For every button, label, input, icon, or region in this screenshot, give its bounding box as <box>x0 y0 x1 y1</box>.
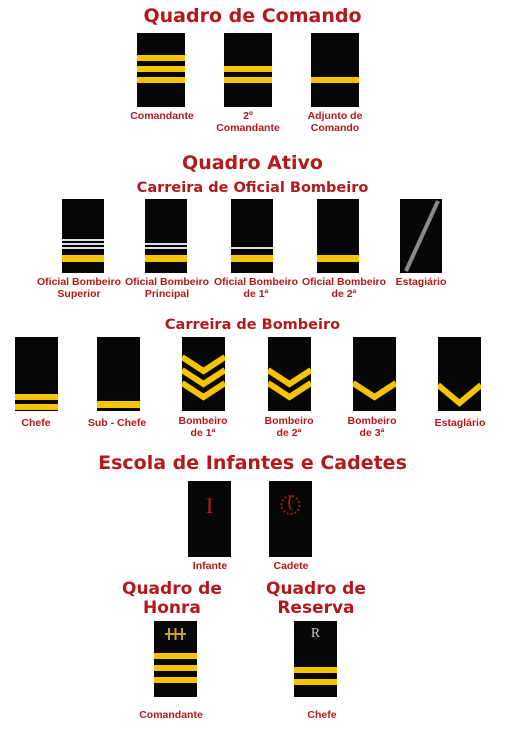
epaulette-estagiario-bombeiro <box>438 337 481 411</box>
honor-emblem-icon <box>154 625 197 645</box>
command-section-title: Quadro de Comando <box>143 5 362 27</box>
epaulette-infante <box>188 481 231 557</box>
epaulette-estagiario-oficial <box>400 199 442 273</box>
epaulette-2-comandante <box>224 33 272 107</box>
reserve-section-title: Quadro de Reserva <box>266 579 366 618</box>
epaulette-oficial-principal <box>145 199 187 273</box>
epaulette-bombeiro-3a <box>353 337 396 411</box>
reserve-symbol: R <box>310 626 321 641</box>
caption-oficial-2a: Oficial Bombeiro de 2ª <box>301 276 387 300</box>
officer-career-title: Carreira de Oficial Bombeiro <box>136 180 369 196</box>
epaulette-adjunto-comando <box>311 33 359 107</box>
caption-chefe: Chefe <box>21 417 51 429</box>
caption-cadete: Cadete <box>273 560 309 572</box>
epaulette-oficial-2a <box>317 199 359 273</box>
epaulette-sub-chefe <box>97 337 140 411</box>
caption-estagiario-bombeiro: Estaglário <box>434 417 486 429</box>
epaulette-cadete <box>269 481 312 557</box>
epaulette-bombeiro-2a <box>268 337 311 411</box>
caption-bombeiro-3a: Bombeiro de 3ª <box>347 415 397 439</box>
school-section-title: Escola de Infantes e Cadetes <box>98 452 407 474</box>
caption-oficial-superior: Oficial Bombeiro Superior <box>36 276 122 300</box>
firefighter-career-title: Carreira de Bombeiro <box>164 317 341 333</box>
caption-estagiario-oficial: Estagiário <box>395 276 447 288</box>
epaulette-honra-comandante <box>154 621 197 697</box>
caption-2-comandante: 2º Comandante <box>216 110 280 134</box>
active-section-title: Quadro Ativo <box>182 152 323 174</box>
epaulette-bombeiro-1a <box>182 337 225 411</box>
infante-symbol: I <box>205 493 214 518</box>
caption-reserva-chefe: Chefe <box>307 709 337 721</box>
caption-oficial-1a: Oficial Bombeiro de 1ª <box>213 276 299 300</box>
epaulette-oficial-1a <box>231 199 273 273</box>
epaulette-comandante <box>137 33 185 107</box>
caption-bombeiro-2a: Bombeiro de 2ª <box>264 415 314 439</box>
caption-sub-chefe: Sub - Chefe <box>87 417 147 429</box>
caption-adjunto-comando: Adjunto de Comando <box>307 110 363 134</box>
caption-bombeiro-1a: Bombeiro de 1ª <box>178 415 228 439</box>
caption-oficial-principal: Oficial Bombeiro Principal <box>124 276 210 300</box>
epaulette-reserva-chefe <box>294 621 337 697</box>
caption-infante: Infante <box>192 560 228 572</box>
caption-comandante: Comandante <box>130 110 194 122</box>
honor-section-title: Quadro de Honra <box>122 579 222 618</box>
epaulette-chefe <box>15 337 58 411</box>
epaulette-oficial-superior <box>62 199 104 273</box>
caption-honra-comandante: Comandante <box>139 709 203 721</box>
cadete-symbol: ( <box>287 491 294 511</box>
